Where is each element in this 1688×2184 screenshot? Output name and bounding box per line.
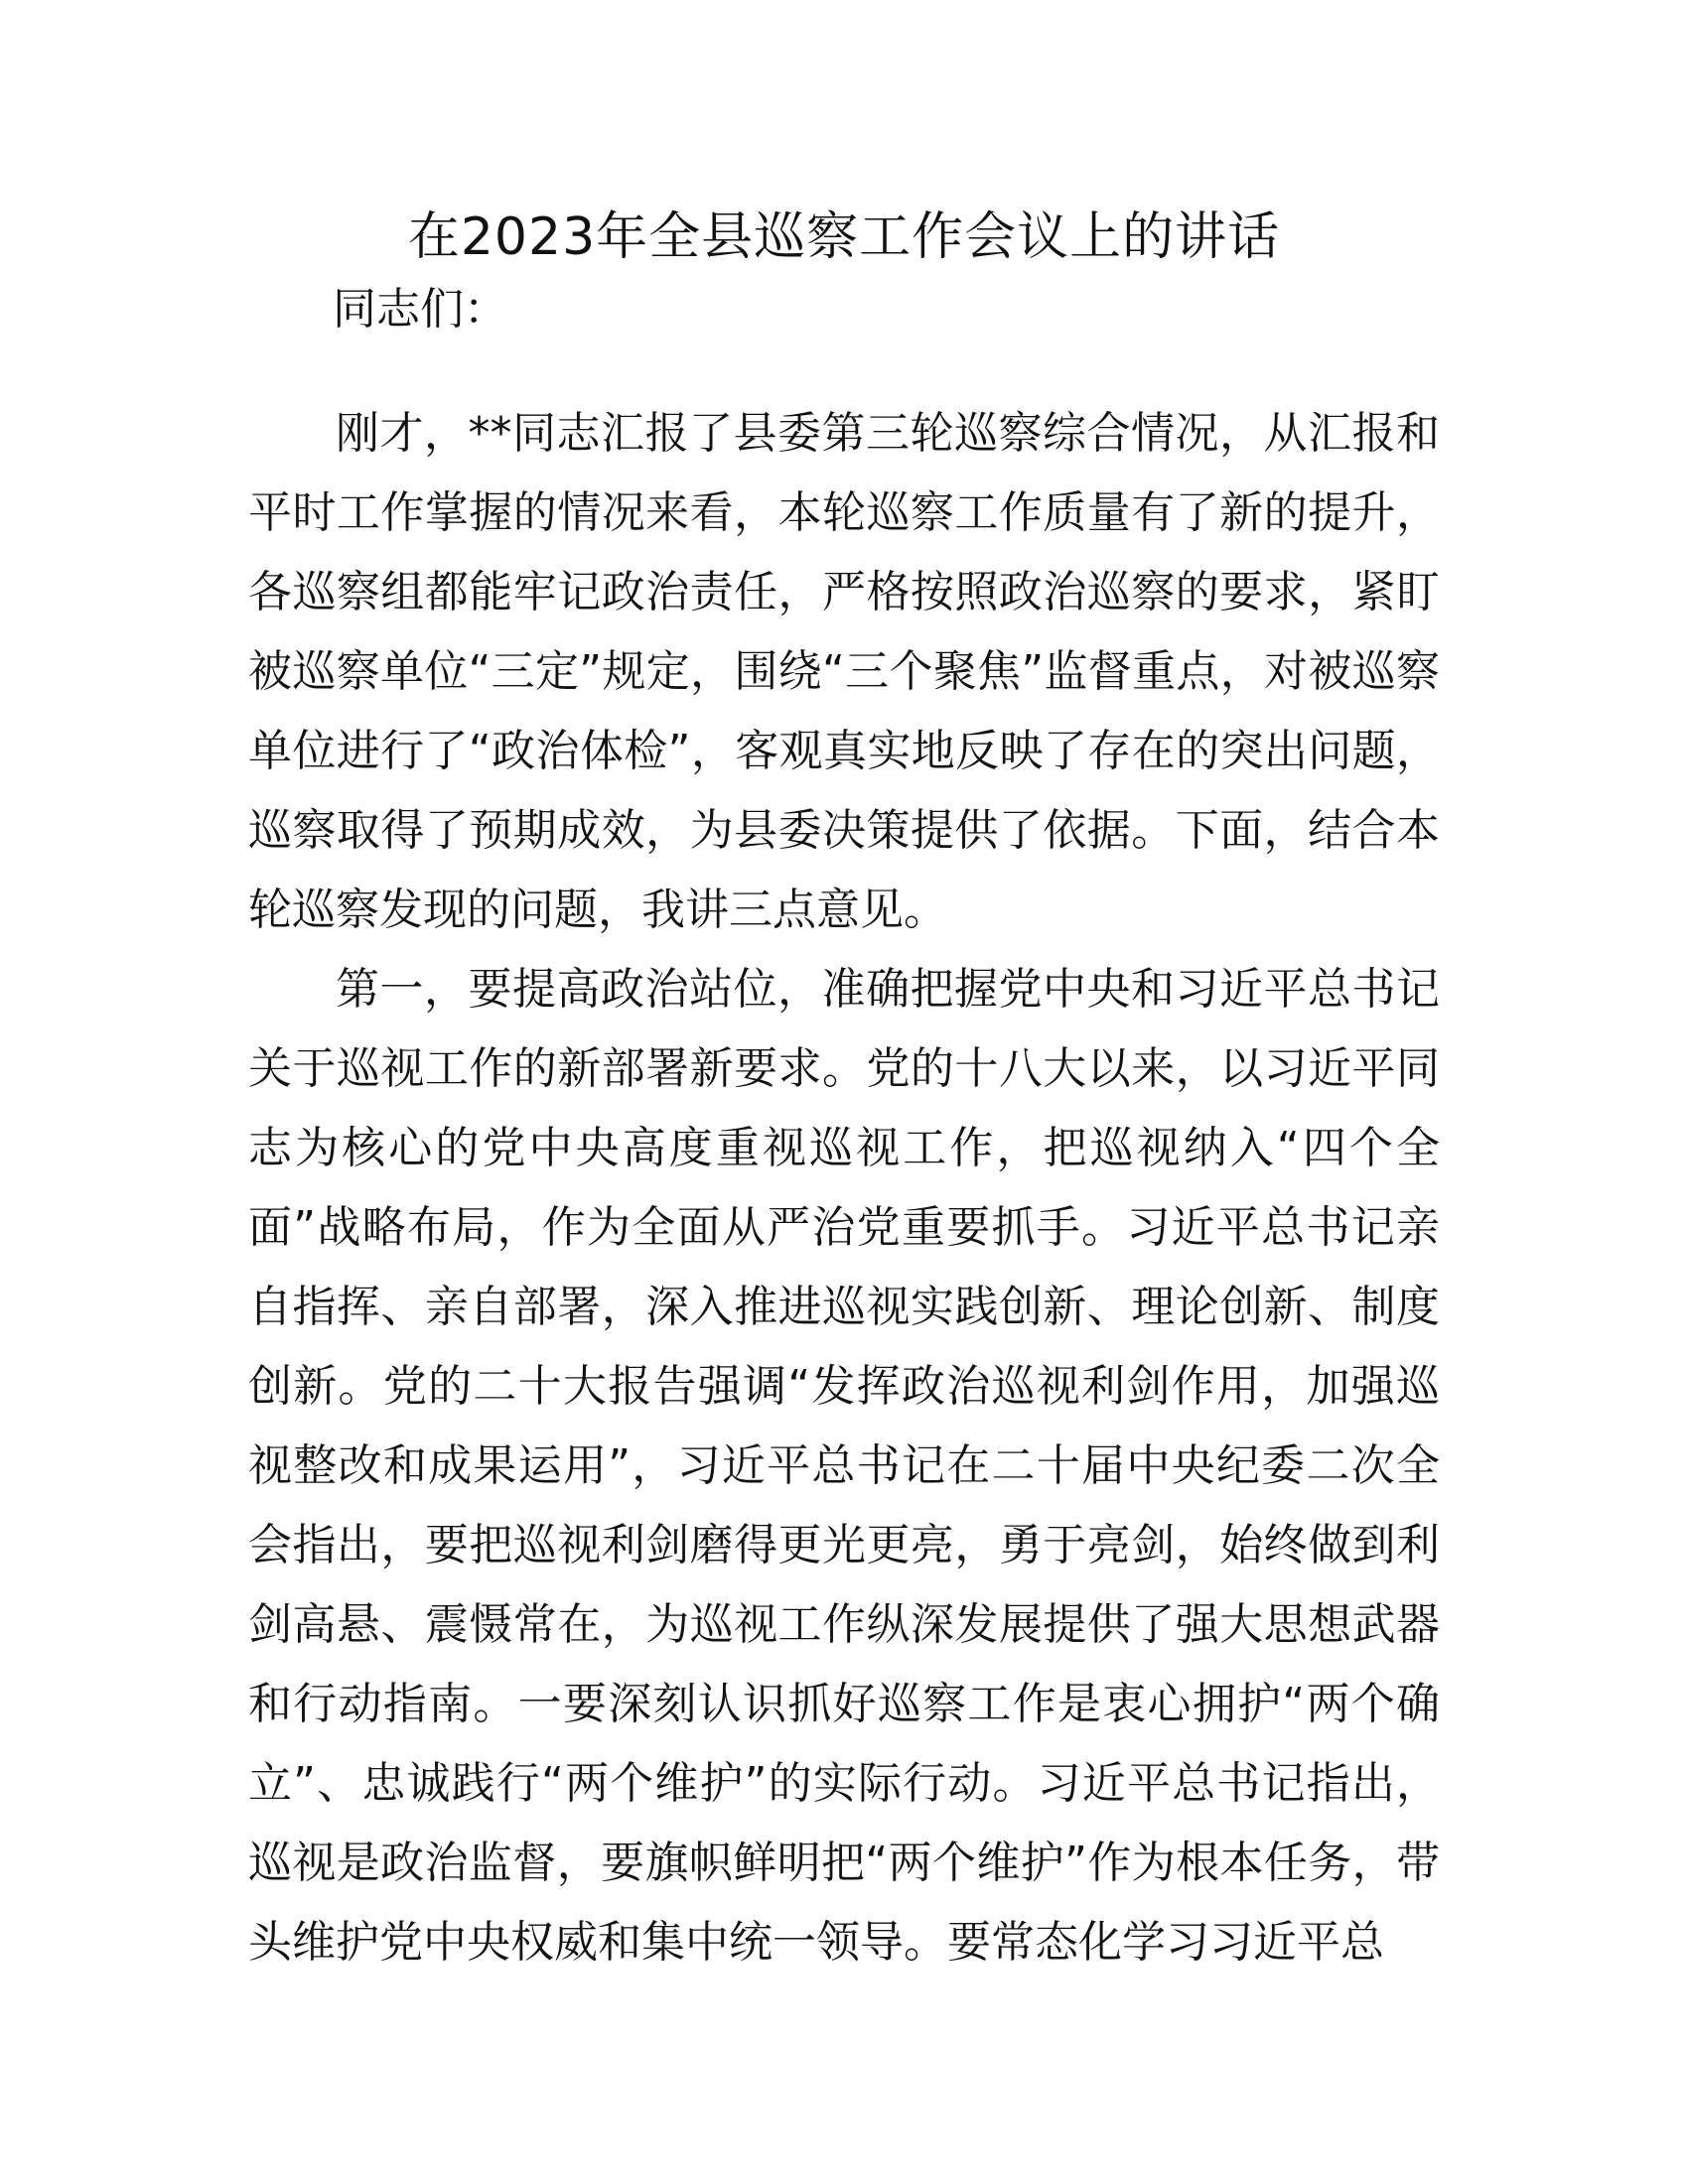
paragraph-point-one: 第一，要提高政治站位，准确把握党中央和习近平总书记关于巡视工作的新部署新要求。党的十八大以来，以习近平同志为核心的党中央高度重视巡视工作，把巡视纳入“四个全面”战略布局，作为全面从严治党重要抓手。习近平总书记亲自指挥、亲自部署，深入推进巡视实践创新、理论创新、制度创新。党的二十大报告强调“发挥政治巡视利剑作用，加强巡视整改和成果运用”，习近平总书记在二十届中央纪委二次全会指出，要把巡视利剑磨得更光更亮，勇于亮剑，始终做到利剑高悬、震慑常在，为巡视工作纵深发展提供了强大思想武器和行动指南。一要深刻认识抓好巡察工作是衷心拥护“两个确立”、忠诚践行“两个维护”的实际行动。习近平总书记指出，巡视是政治监督，要旗帜鲜明把“两个维护”作为根本任务，带头维护党中央权威和集中统一领导。要常态化学习习近平总 [248, 964, 1440, 1968]
document-title: 在2023年全县巡察工作会议上的讲话 [407, 207, 1281, 267]
paragraph-intro: 刚才，**同志汇报了县委第三轮巡察综合情况，从汇报和平时工作掌握的情况来看，本轮巡察工作质量有了新的提升，各巡察组都能牢记政治责任，严格按照政治巡察的要求，紧盯被巡察单位“三定”规定，围绕“三个聚焦”监督重点，对被巡察单位进行了“政治体检”，客观真实地反映了存在的突出问题，巡察取得了预期成效，为县委决策提供了依据。下面，结合本轮巡察发现的问题，我讲三点意见。 [248, 408, 1440, 935]
greeting: 同志们： [333, 284, 507, 335]
